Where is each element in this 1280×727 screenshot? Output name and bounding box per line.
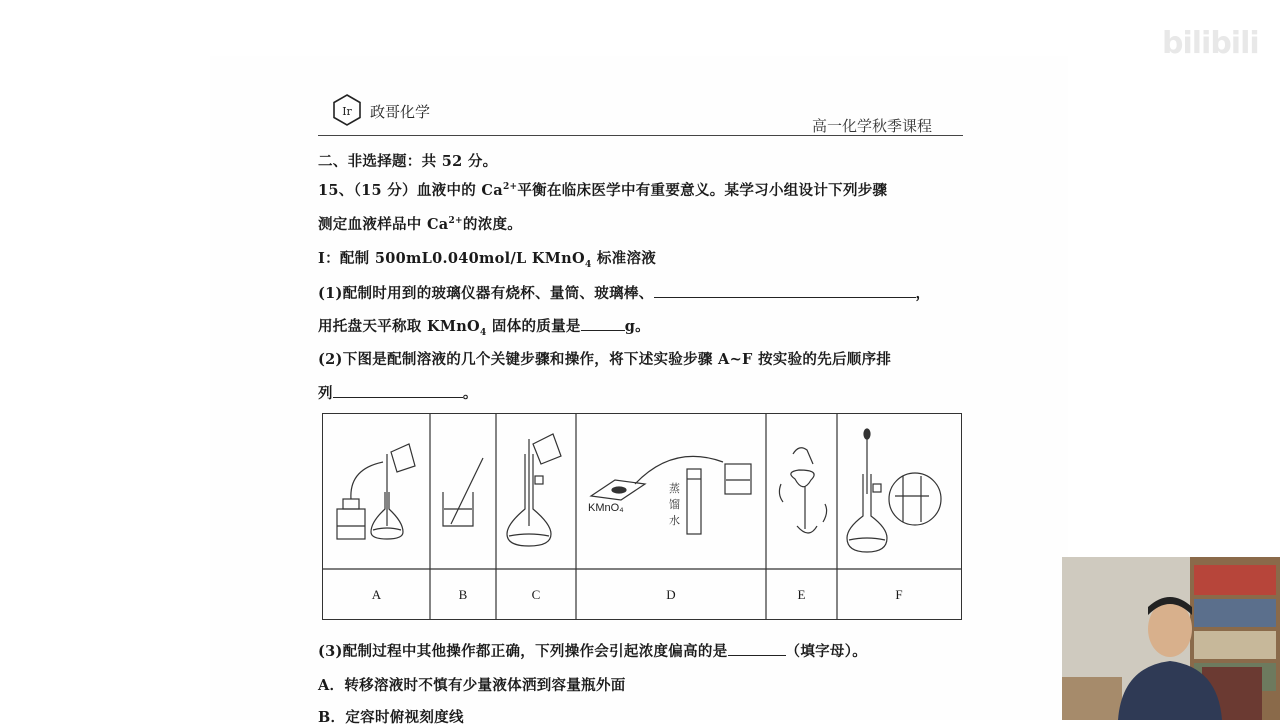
q15-line2: 测定血液样品中 $Ca^{2+}$的浓度。 xyxy=(318,216,523,233)
q1-blank-mass[interactable] xyxy=(581,316,625,331)
kmno4-label: KMnO₄ xyxy=(588,502,624,514)
step-e-icon xyxy=(779,448,826,533)
svg-text:水: 水 xyxy=(669,514,680,527)
bilibili-watermark: bilibili xyxy=(1162,26,1259,61)
q3-blank[interactable] xyxy=(728,641,786,656)
q1-line1: (1)配制时用到的玻璃仪器有烧杯、量筒、玻璃棒、 ， xyxy=(318,285,931,302)
webcam-overlay xyxy=(1062,557,1280,720)
figure-label-e: E xyxy=(797,587,806,602)
q2-line1: (2)下图是配制溶液的几个关键步骤和操作，将下述实验步骤 A~F 按实验的先后顺序排 xyxy=(318,351,892,368)
q1-line2: 用托盘天平称取 KMnO$_4$ 固体的质量是 g。 xyxy=(318,318,650,338)
step-a-icon xyxy=(337,444,415,539)
step-f-icon xyxy=(847,429,941,552)
svg-text:馏: 馏 xyxy=(669,498,680,511)
part1-title: I：配制 500mL0.040mol/L KMnO$_4$ 标准溶液 xyxy=(318,250,657,270)
step-b-icon xyxy=(443,458,483,526)
figure-label-b: B xyxy=(458,587,468,602)
header-rule xyxy=(318,135,963,136)
q2-blank-order[interactable] xyxy=(333,383,463,398)
step-c-icon xyxy=(507,434,561,546)
figure-label-d: D xyxy=(666,587,676,602)
water-label xyxy=(669,481,680,527)
hexagon-logo-icon xyxy=(332,94,362,126)
figure-label-a: A xyxy=(371,587,382,602)
q15-line1: 15、（15 分）血液中的 $Ca^{2+}$平衡在临床医学中有重要意义。某学习小组设计下列步骤 xyxy=(318,182,888,199)
section-title: 二、非选择题：共 52 分。 xyxy=(318,153,498,170)
svg-text:蒸: 蒸 xyxy=(669,482,680,495)
figure-label-c: C xyxy=(531,587,541,602)
course-title: 高一化学秋季课程 xyxy=(812,117,933,135)
svg-text:Ir: Ir xyxy=(342,105,352,118)
experiment-figure xyxy=(322,413,962,620)
figure-label-f: F xyxy=(895,587,903,602)
presenter-video-icon xyxy=(1062,557,1280,720)
q3-line: (3)配制过程中其他操作都正确，下列操作会引起浓度偏高的是 （填字母）。 xyxy=(318,643,868,660)
brand-name: 政哥化学 xyxy=(370,103,431,121)
option-b: B．定容时俯视刻度线 xyxy=(318,709,464,726)
q1-blank-apparatus[interactable] xyxy=(654,283,916,298)
q2-line2: 列 。 xyxy=(318,385,478,402)
option-a: A．转移溶液时不慎有少量液体洒到容量瓶外面 xyxy=(318,677,626,694)
